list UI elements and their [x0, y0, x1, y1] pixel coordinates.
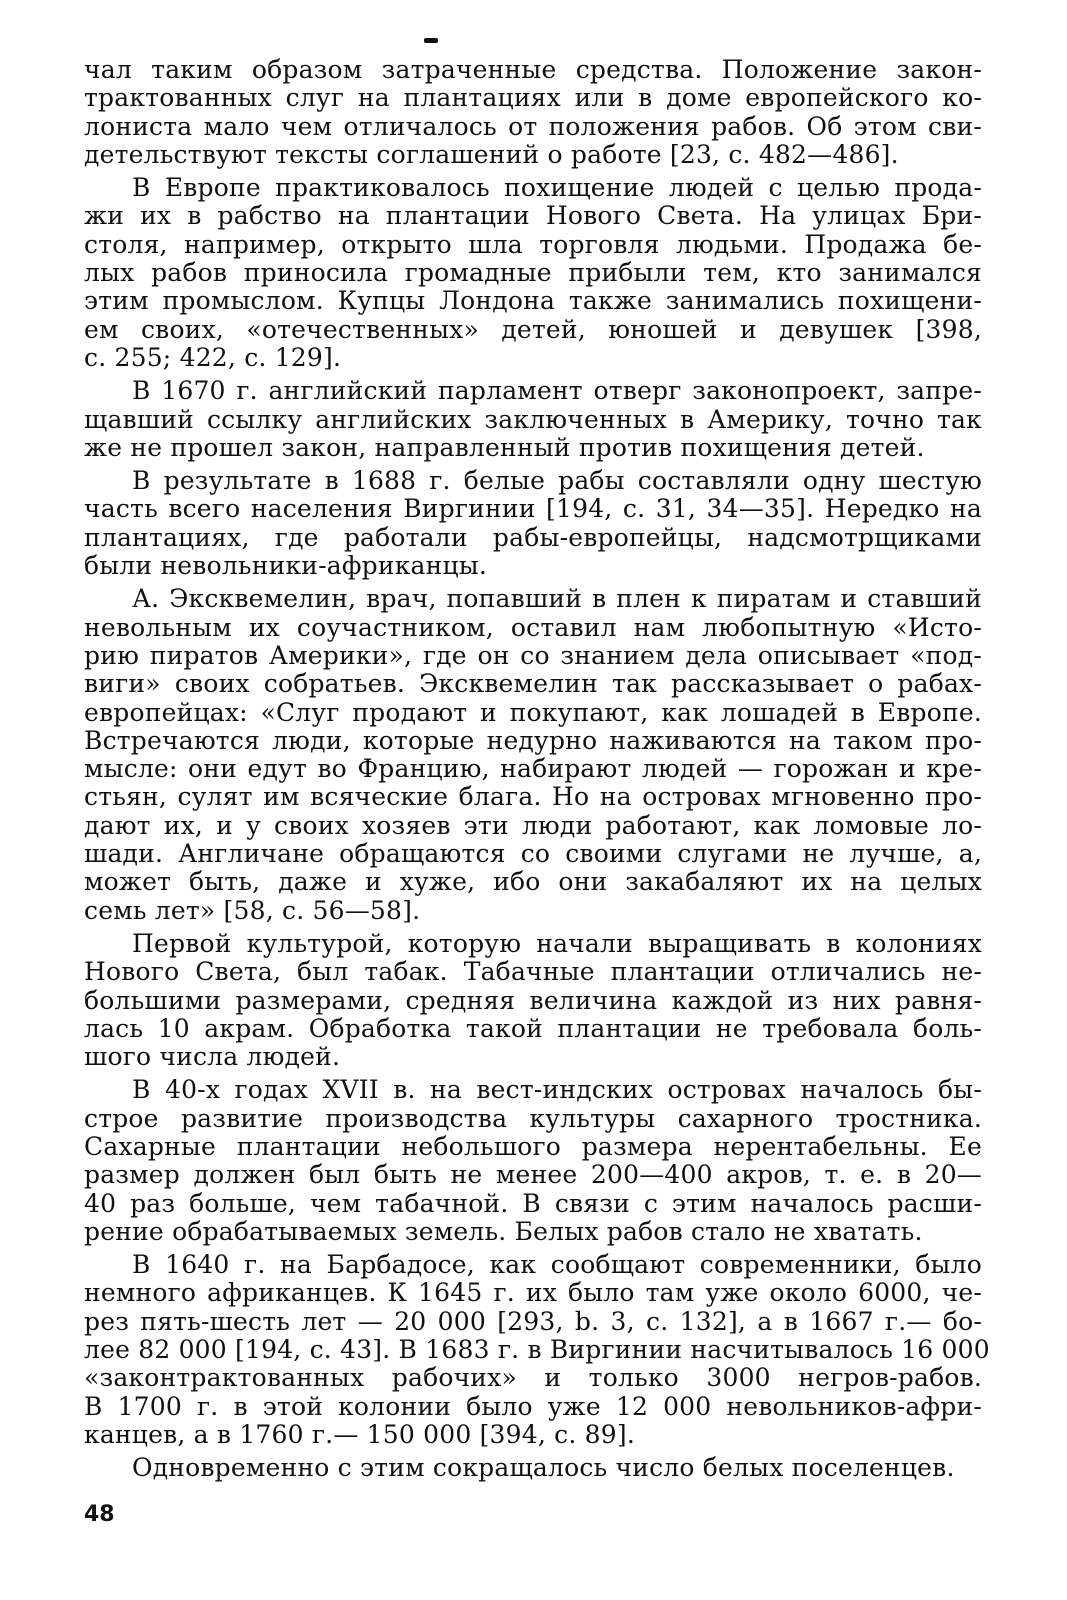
text-line: рию пиратов Америки», где он со знанием дела описывает «под- — [84, 640, 982, 670]
text-line: невольным их соучастником, оставил нам любопытную «Исто- — [84, 612, 982, 642]
text-line: Сахарные плантации небольшого размера нерентабельны. Ее — [84, 1131, 982, 1161]
text-line: А. Эксквемелин, врач, попавший в плен к пиратам и ставший — [132, 584, 982, 614]
text-line: может быть, даже и хуже, ибо они закабаляют их на целых — [84, 867, 982, 897]
text-line: щавший ссылку английских заключенных в Америку, точно так — [84, 404, 982, 434]
text-line: Одновременно с этим сокращалось число белых поселенцев. — [132, 1453, 955, 1483]
text-line: строе развитие производства культуры сахарного тростника. — [84, 1103, 982, 1133]
text-line: чал таким образом затраченные средства. Положение закон- — [84, 55, 982, 84]
text-line: ем своих, «отечественных» детей, юношей и девушек [398, — [84, 314, 982, 344]
text-line: Первой культурой, которую начали выращивать в колониях — [132, 928, 982, 958]
text-line: шади. Англичане обращаются со своими слугами не лучше, а, — [84, 839, 982, 869]
text-line: В результате в 1688 г. белые рабы составляли одну шестую — [132, 466, 982, 496]
text-line: лее 82 000 [194, с. 43]. В 1683 г. в Виргинии насчитывалось 16 000 — [84, 1335, 990, 1365]
paragraph — [84, 56, 982, 169]
text-line: виги» своих собратьев. Эксквемелин так рассказывает о рабах- — [84, 669, 982, 699]
paragraph — [84, 467, 982, 580]
text-line: «законтрактованных рабочих» и только 3000 негров-рабов. — [84, 1363, 982, 1393]
text-line: 40 раз больше, чем табачной. В связи с этим началось расши- — [84, 1188, 982, 1218]
paragraph — [84, 930, 982, 1071]
text-line: плантациях, где работали рабы-европейцы, надсмотрщиками — [84, 522, 982, 552]
text-line: детельствуют тексты соглашений о работе [23, с. 482—486]. — [84, 139, 899, 169]
book-page — [84, 0, 990, 1600]
text-line: В 1640 г. на Барбадосе, как сообщают современники, было — [132, 1250, 982, 1280]
body-text — [84, 55, 990, 1488]
paragraph — [84, 174, 982, 372]
text-line: канцев, а в 1760 г.— 150 000 [394, с. 89]. — [84, 1419, 635, 1449]
text-line: Встречаются люди, которые недурно наживаются на таком про- — [84, 725, 982, 755]
text-line: этим промыслом. Купцы Лондона также занимались похищени- — [84, 286, 982, 316]
paragraph — [84, 1250, 990, 1449]
text-line: же не прошел закон, направленный против похищения детей. — [84, 432, 925, 462]
top-ink-mark — [424, 38, 438, 43]
text-line: немного африканцев. К 1645 г. их было там уже около 6000, че- — [84, 1278, 982, 1308]
text-line: семь лет» [58, с. 56—58]. — [84, 895, 421, 925]
text-line: лониста мало чем отличалось от положения рабов. Об этом сви- — [84, 111, 982, 141]
text-line: В 1700 г. в этой колонии было уже 12 000 невольников-афри- — [84, 1391, 982, 1421]
text-line: европейцах: «Слуг продают и покупают, как лошадей в Европе. — [84, 697, 982, 727]
text-line: рение обрабатываемых земель. Белых рабов стало не хватать. — [84, 1216, 923, 1246]
page-number: 48 — [84, 1502, 115, 1527]
text-line: с. 255; 422, с. 129]. — [84, 342, 342, 372]
text-line: Нового Света, был табак. Табачные плантации отличались не- — [84, 957, 982, 987]
text-line: большими размерами, средняя величина каждой из них равня- — [84, 985, 982, 1015]
text-line: В 40-х годах XVII в. на вест-индских островах началось бы- — [132, 1075, 982, 1105]
text-line: лась 10 акрам. Обработка такой плантации не требовала боль- — [84, 1013, 982, 1043]
text-line: В Европе практиковалось похищение людей с целью прода- — [132, 173, 982, 203]
text-line: трактованных слуг на плантациях или в доме европейского ко- — [84, 83, 982, 113]
text-line: лых рабов приносила громадные прибыли тем, кто занимался — [84, 258, 982, 288]
text-line: рез пять-шесть лет — 20 000 [293, b. 3, с. 132], а в 1667 г.— бо- — [84, 1306, 982, 1336]
text-line: шого числа людей. — [84, 1042, 341, 1072]
text-line: дают их, и у своих хозяев эти люди работают, как ломовые ло- — [84, 810, 982, 840]
text-line: стьян, сулят им всяческие блага. Но на островах мгновенно про- — [84, 782, 982, 812]
paragraph — [84, 377, 982, 462]
text-line: размер должен был быть не менее 200—400 акров, т. е. в 20— — [84, 1160, 982, 1190]
text-line: жи их в рабство на плантации Нового Света. На улицах Бри- — [84, 201, 982, 231]
text-line: столя, например, открыто шла торговля людьми. Продажа бе- — [84, 229, 982, 259]
text-line: мысле: они едут во Францию, набирают людей — горожан и кре- — [84, 754, 982, 784]
text-line: В 1670 г. английский парламент отверг законопроект, запре- — [132, 376, 982, 406]
paragraph — [84, 1076, 982, 1246]
text-line: были невольники-африканцы. — [84, 551, 488, 581]
paragraph — [84, 1454, 982, 1482]
text-line: часть всего населения Виргинии [194, с. 31, 34—35]. Нередко на — [84, 494, 982, 524]
paragraph — [84, 585, 982, 925]
